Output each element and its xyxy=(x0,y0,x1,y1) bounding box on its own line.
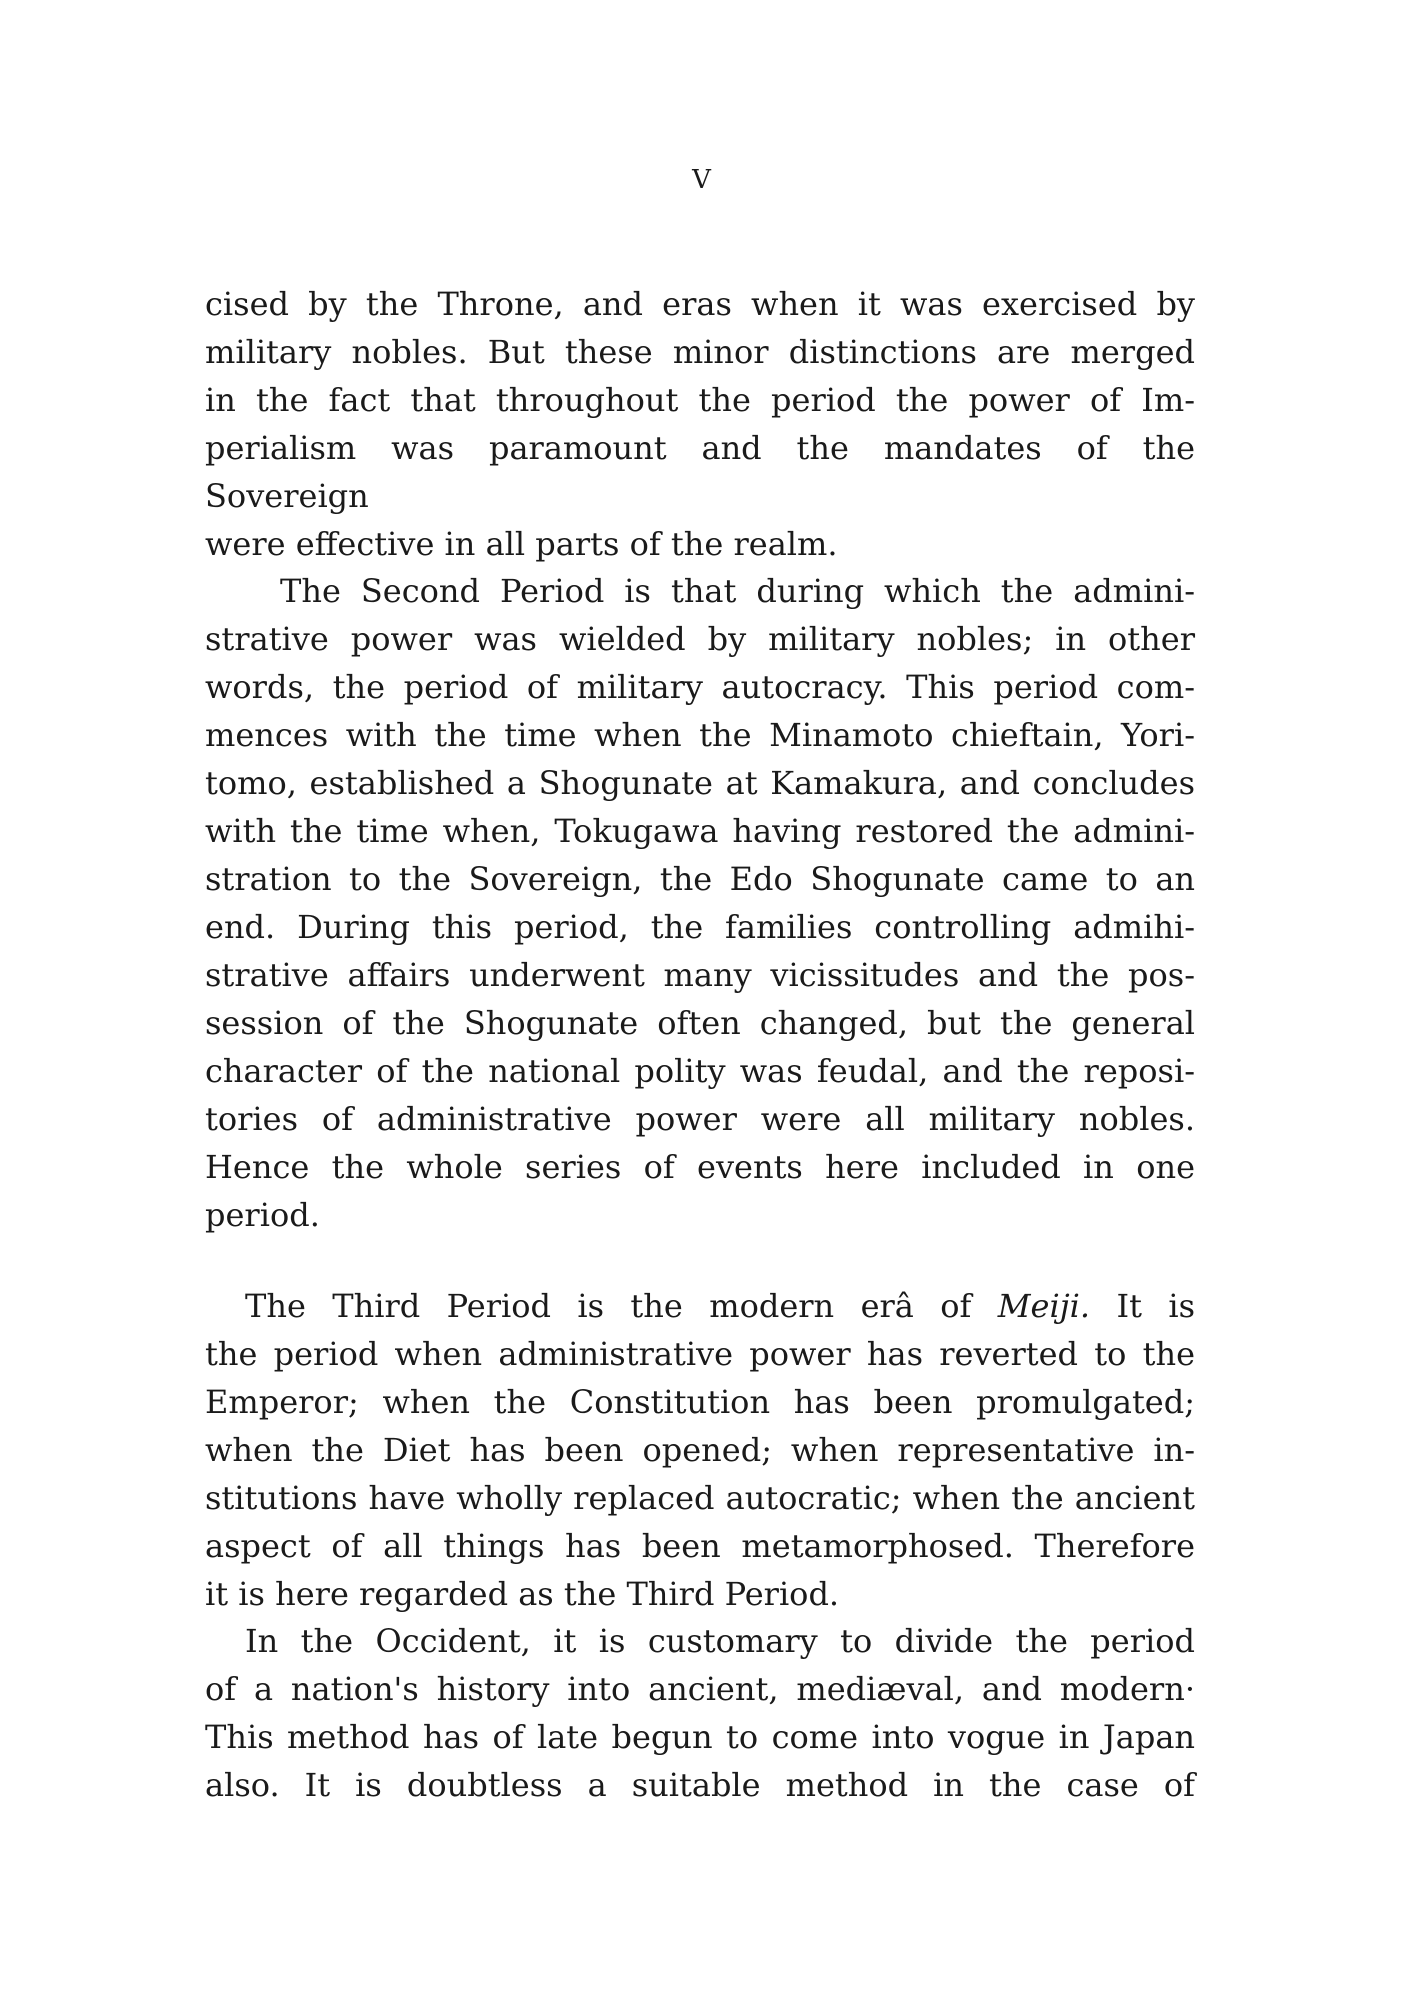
text-line: of a nation's history into ancient, mediæval, and modern· xyxy=(205,1670,1195,1708)
text-line: session of the Shogunate often changed, but the general xyxy=(205,1004,1195,1042)
text-line: In the Occident, it is customary to divide the period xyxy=(245,1622,1195,1660)
page-number: V xyxy=(692,165,712,195)
paragraph-1 xyxy=(205,280,1195,568)
text-line: it is here regarded as the Third Period. xyxy=(205,1575,840,1613)
text-line: tomo, established a Shogunate at Kamakura, and concludes xyxy=(205,764,1195,802)
text-line: aspect of all things has been metamorphosed. Therefore xyxy=(205,1527,1195,1565)
text-line: stitutions have wholly replaced autocratic; when the ancient xyxy=(205,1479,1195,1517)
text-line: in the fact that throughout the period the power of Im- xyxy=(205,381,1195,419)
text-line: cised by the Throne, and eras when it was exercised by xyxy=(205,285,1195,323)
text-line: period. xyxy=(205,1196,320,1234)
text-line: stration to the Sovereign, the Edo Shogunate came to an xyxy=(205,860,1195,898)
text-line: perialism was paramount and the mandates of the Sovereign xyxy=(205,429,1195,515)
text-line: were effective in all parts of the realm. xyxy=(205,525,838,563)
text-run: It is xyxy=(1090,1287,1195,1325)
paragraph-4 xyxy=(205,1617,1195,1809)
text-line: when the Diet has been opened; when representative in- xyxy=(205,1431,1195,1469)
text-line: end. During this period, the families controlling admihi- xyxy=(205,908,1195,946)
text-line xyxy=(205,1282,1195,1330)
text-line: strative power was wielded by military nobles; in other xyxy=(205,620,1195,658)
text-line: Emperor; when the Constitution has been promulgated; xyxy=(205,1383,1195,1421)
text-run: The Third Period is the modern erâ of xyxy=(245,1287,998,1325)
italic-term: Meiji. xyxy=(997,1287,1091,1325)
text-line: mences with the time when the Minamoto chieftain, Yori- xyxy=(205,716,1195,754)
text-line: the period when administrative power has reverted to the xyxy=(205,1335,1195,1373)
text-line: character of the national polity was feudal, and the reposi- xyxy=(205,1052,1195,1090)
text-line: words, the period of military autocracy. This period com- xyxy=(205,668,1195,706)
text-line: The Second Period is that during which the admini- xyxy=(280,572,1195,610)
text-line: with the time when, Tokugawa having restored the admini- xyxy=(205,812,1195,850)
text-line: military nobles. But these minor distinctions are merged xyxy=(205,333,1195,371)
text-line: Hence the whole series of events here included in one xyxy=(205,1148,1195,1186)
text-line: strative affairs underwent many vicissitudes and the pos- xyxy=(205,956,1195,994)
text-line: This method has of late begun to come into vogue in Japan xyxy=(205,1718,1195,1756)
text-line: also. It is doubtless a suitable method in the case of xyxy=(205,1766,1195,1804)
paragraph-3 xyxy=(205,1282,1195,1618)
text-line: tories of administrative power were all military nobles. xyxy=(205,1100,1195,1138)
paragraph-2 xyxy=(205,567,1195,1239)
